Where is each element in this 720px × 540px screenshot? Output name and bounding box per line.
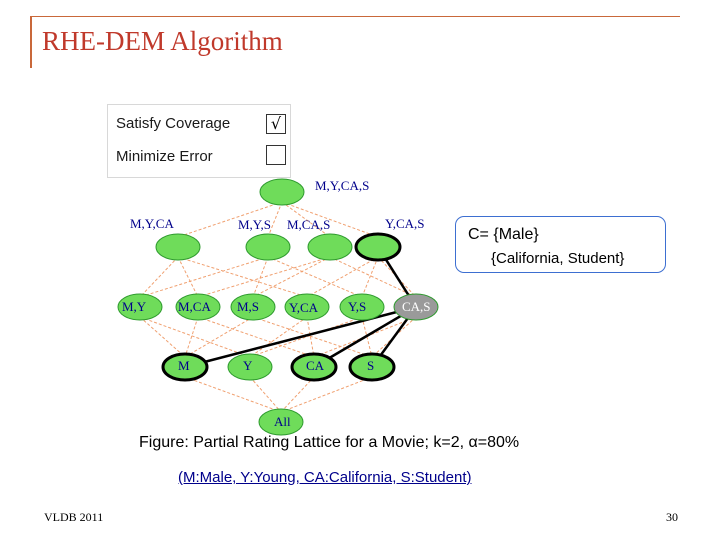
lattice-node-MCAS xyxy=(308,234,352,260)
lattice-edge-MYS-YS xyxy=(268,257,362,297)
lattice-edge-MCAS-MCA xyxy=(198,257,330,297)
lattice-label-YS: Y,S xyxy=(348,299,367,314)
constraint-box xyxy=(455,216,666,273)
page-number: 30 xyxy=(666,510,678,524)
slide-title: RHE-DEM Algorithm xyxy=(42,26,283,56)
lattice-edge-YCAS-YCA xyxy=(307,257,378,297)
lattice-label-MYS: M,Y,S xyxy=(238,217,272,232)
lattice-edge-MY-M xyxy=(140,317,185,357)
lattice-label-MYCA: M,Y,CA xyxy=(130,216,174,231)
lattice-label-MCAS: M,CA,S xyxy=(287,217,331,232)
lattice-label-CA: CA xyxy=(306,358,325,373)
lattice-edge-MYCA-MCA xyxy=(178,257,198,297)
lattice-label-CAS: CA,S xyxy=(402,299,431,314)
lattice-label-M: M xyxy=(178,358,190,373)
lattice-label-MCA: M,CA xyxy=(178,299,211,314)
lattice-label-All: All xyxy=(274,414,291,429)
lattice-edge-YS-Y xyxy=(250,317,362,357)
lattice-edge-YCA-CA xyxy=(307,317,314,357)
lattice-edge-YCAS-YS xyxy=(362,257,378,297)
lattice-label-MY: M,Y xyxy=(122,299,147,314)
constraint-line-2: {California, Student} xyxy=(491,250,625,267)
figure-caption: Figure: Partial Rating Lattice for a Movie; k=2, α=80% xyxy=(139,434,520,451)
lattice-edge-CA-All xyxy=(281,377,314,412)
lattice-edge-MCAS-MS xyxy=(253,257,330,297)
objective-label-coverage: Satisfy Coverage xyxy=(116,115,231,132)
lattice-label-YCAS: Y,CA,S xyxy=(385,216,425,231)
checkbox-coverage[interactable]: √ xyxy=(266,114,286,134)
lattice-edge-S-All xyxy=(281,377,372,412)
constraint-line-1: C= {Male} xyxy=(468,226,539,243)
lattice-edge-M-All xyxy=(185,377,281,412)
lattice-node-YCAS xyxy=(356,234,400,260)
lattice-label-S: S xyxy=(367,358,375,373)
objective-label-error: Minimize Error xyxy=(116,148,213,165)
lattice-label-MYCAS: M,Y,CA,S xyxy=(315,178,370,193)
lattice-edge-MYS-MS xyxy=(253,257,268,297)
lattice-node-MYS xyxy=(246,234,290,260)
lattice-edge-MYCA-YCA xyxy=(178,257,307,297)
lattice-label-MS: M,S xyxy=(237,299,260,314)
lattice-node-MYCA xyxy=(156,234,200,260)
lattice-label-Y: Y xyxy=(243,358,253,373)
lattice-label-YCA: Y,CA xyxy=(289,300,319,315)
legend-text: (M:Male, Y:Young, CA:California, S:Student) xyxy=(178,469,472,486)
lattice-edge-MYCA-MY xyxy=(140,257,178,297)
footer-conference: VLDB 2011 xyxy=(44,510,104,524)
lattice-node-MYCAS xyxy=(260,179,304,205)
